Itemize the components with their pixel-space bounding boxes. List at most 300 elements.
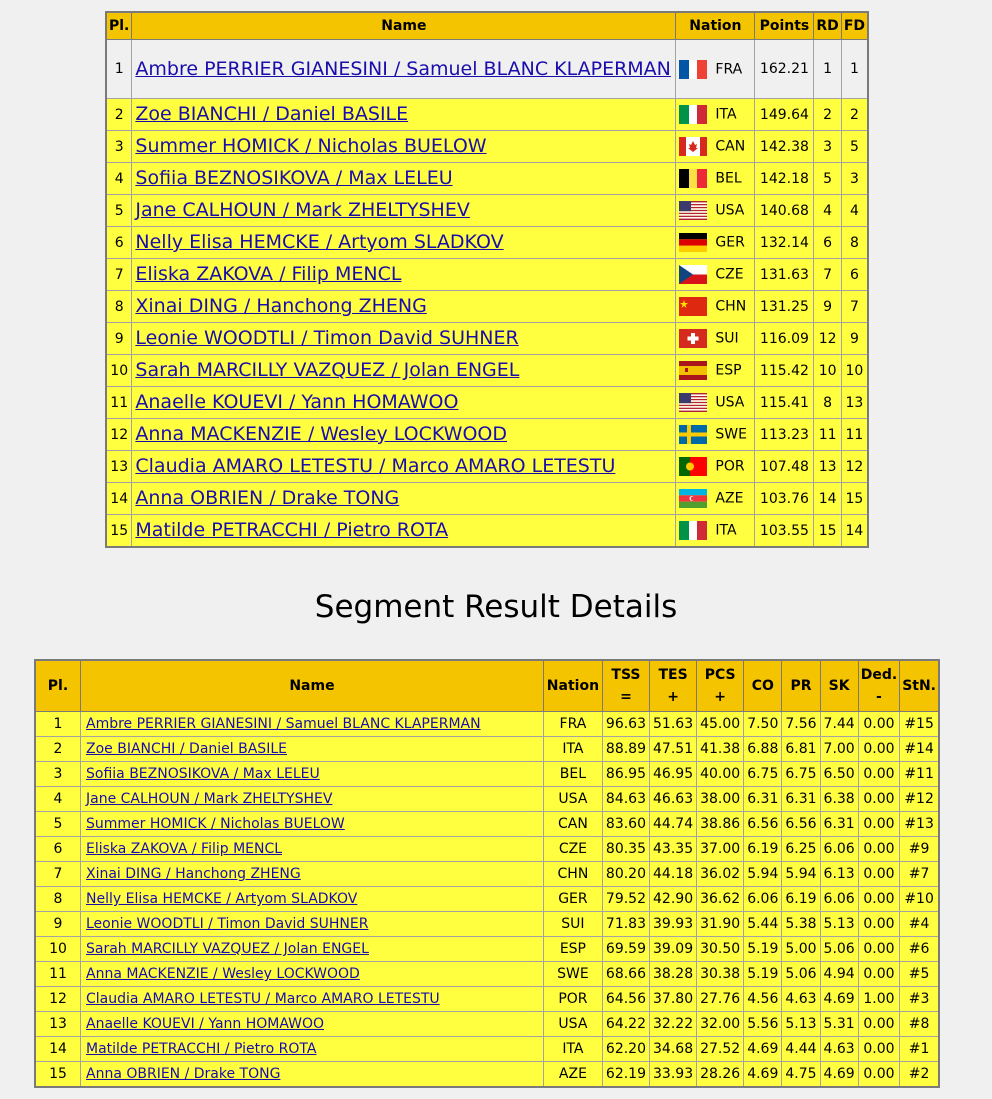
skater-cell bbox=[81, 712, 544, 737]
fd-place: 12 bbox=[841, 451, 868, 483]
esp-flag-icon bbox=[679, 361, 707, 380]
place: 1 bbox=[35, 712, 81, 737]
sk-value: 6.06 bbox=[820, 837, 858, 862]
tss-value: 88.89 bbox=[602, 737, 649, 762]
sk-value: 4.69 bbox=[820, 987, 858, 1012]
rd-place: 12 bbox=[814, 323, 841, 355]
skater-cell bbox=[132, 323, 676, 355]
skater-cell bbox=[81, 862, 544, 887]
sk-value: 7.00 bbox=[820, 737, 858, 762]
nation-code: SWE bbox=[543, 962, 602, 987]
header-sk: SK bbox=[820, 660, 858, 712]
pr-value: 6.19 bbox=[782, 887, 820, 912]
ded-value: 0.00 bbox=[858, 912, 899, 937]
rd-place: 10 bbox=[814, 355, 841, 387]
sui-flag-icon bbox=[679, 329, 707, 348]
points: 107.48 bbox=[755, 451, 814, 483]
co-value: 5.19 bbox=[744, 962, 782, 987]
ita-flag-icon bbox=[679, 105, 707, 124]
standings-row bbox=[106, 291, 868, 323]
tes-value: 37.80 bbox=[650, 987, 697, 1012]
nation-code: SUI bbox=[543, 912, 602, 937]
sk-value: 4.69 bbox=[820, 1062, 858, 1088]
place: 15 bbox=[35, 1062, 81, 1088]
page-title: Segment Result Details bbox=[314, 589, 678, 625]
skater-link[interactable]: Ambre PERRIER GIANESINI / Samuel BLANC KLAPERMAN bbox=[86, 716, 481, 732]
sk-value: 5.31 bbox=[820, 1012, 858, 1037]
pr-value: 6.81 bbox=[782, 737, 820, 762]
rd-place: 5 bbox=[814, 163, 841, 195]
fd-place: 7 bbox=[841, 291, 868, 323]
standings-row bbox=[106, 131, 868, 163]
nation-code: CAN bbox=[543, 812, 602, 837]
nation-code: AZE bbox=[543, 1062, 602, 1088]
skater-cell bbox=[132, 227, 676, 259]
skater-link[interactable]: Zoe BIANCHI / Daniel BASILE bbox=[86, 741, 287, 757]
pcs-value: 27.52 bbox=[697, 1037, 744, 1062]
skater-link[interactable]: Claudia AMARO LETESTU / Marco AMARO LETESTU bbox=[135, 455, 616, 477]
nation-code: ITA bbox=[715, 522, 737, 539]
co-value: 7.50 bbox=[744, 712, 782, 737]
skater-link[interactable]: Xinai DING / Hanchong ZHENG bbox=[135, 295, 427, 317]
skater-cell bbox=[81, 962, 544, 987]
fd-place: 3 bbox=[841, 163, 868, 195]
skater-cell bbox=[81, 762, 544, 787]
points: 142.38 bbox=[755, 131, 814, 163]
tss-value: 64.56 bbox=[602, 987, 649, 1012]
details-row bbox=[35, 812, 939, 837]
header-pcs-sub: + bbox=[714, 689, 727, 705]
place: 10 bbox=[106, 355, 132, 387]
nation-code: BEL bbox=[543, 762, 602, 787]
place: 1 bbox=[106, 40, 132, 99]
details-row bbox=[35, 1062, 939, 1088]
place: 6 bbox=[35, 837, 81, 862]
skater-link[interactable]: Anna MACKENZIE / Wesley LOCKWOOD bbox=[86, 966, 360, 982]
pcs-value: 38.00 bbox=[697, 787, 744, 812]
pcs-value: 31.90 bbox=[697, 912, 744, 937]
skater-link[interactable]: Anaelle KOUEVI / Yann HOMAWOO bbox=[135, 391, 459, 413]
header-fd: FD bbox=[841, 12, 868, 40]
pcs-value: 30.50 bbox=[697, 937, 744, 962]
fd-place: 4 bbox=[841, 195, 868, 227]
por-flag-icon bbox=[679, 457, 707, 476]
nation-code: AZE bbox=[715, 490, 744, 507]
details-row bbox=[35, 912, 939, 937]
nation-code: CHN bbox=[543, 862, 602, 887]
pr-value: 4.44 bbox=[782, 1037, 820, 1062]
skater-link[interactable]: Jane CALHOUN / Mark ZHELTYSHEV bbox=[135, 199, 470, 221]
skater-link[interactable]: Zoe BIANCHI / Daniel BASILE bbox=[135, 103, 409, 125]
pr-value: 4.75 bbox=[782, 1062, 820, 1088]
points: 113.23 bbox=[755, 419, 814, 451]
tss-value: 80.20 bbox=[602, 862, 649, 887]
standings-row bbox=[106, 163, 868, 195]
fra-flag-icon bbox=[679, 60, 707, 79]
skater-link[interactable]: Anaelle KOUEVI / Yann HOMAWOO bbox=[86, 1016, 325, 1032]
points: 140.68 bbox=[755, 195, 814, 227]
place: 14 bbox=[106, 483, 132, 515]
header-pcs bbox=[697, 660, 744, 712]
place: 13 bbox=[35, 1012, 81, 1037]
header-stn: StN. bbox=[900, 660, 939, 712]
ded-value: 0.00 bbox=[858, 737, 899, 762]
stn-value: #7 bbox=[900, 862, 939, 887]
skater-link[interactable]: Ambre PERRIER GIANESINI / Samuel BLANC KLAPERMAN bbox=[135, 57, 671, 80]
skater-link[interactable]: Sarah MARCILLY VAZQUEZ / Jolan ENGEL bbox=[86, 941, 369, 957]
skater-cell bbox=[81, 787, 544, 812]
standings-row bbox=[106, 451, 868, 483]
co-value: 6.06 bbox=[744, 887, 782, 912]
skater-link[interactable]: Sarah MARCILLY VAZQUEZ / Jolan ENGEL bbox=[135, 359, 520, 381]
pcs-value: 38.86 bbox=[697, 812, 744, 837]
rd-place: 8 bbox=[814, 387, 841, 419]
nation-code: USA bbox=[715, 202, 745, 219]
rd-place: 15 bbox=[814, 515, 841, 548]
standings-row bbox=[106, 99, 868, 131]
standings-row bbox=[106, 355, 868, 387]
tes-value: 39.93 bbox=[650, 912, 697, 937]
nation-code: USA bbox=[543, 1012, 602, 1037]
nation-code: POR bbox=[543, 987, 602, 1012]
points: 131.63 bbox=[755, 259, 814, 291]
bel-flag-icon bbox=[679, 169, 707, 188]
nation-code: GER bbox=[715, 234, 745, 251]
pcs-value: 36.02 bbox=[697, 862, 744, 887]
skater-link[interactable]: Eliska ZAKOVA / Filip MENCL bbox=[86, 841, 283, 857]
fd-place: 10 bbox=[841, 355, 868, 387]
sk-value: 4.63 bbox=[820, 1037, 858, 1062]
nation-code: SUI bbox=[715, 330, 739, 347]
pcs-value: 41.38 bbox=[697, 737, 744, 762]
nation-cell bbox=[676, 227, 755, 259]
pcs-value: 27.76 bbox=[697, 987, 744, 1012]
points: 103.55 bbox=[755, 515, 814, 548]
fd-place: 8 bbox=[841, 227, 868, 259]
nation-code: POR bbox=[715, 458, 745, 475]
tss-value: 84.63 bbox=[602, 787, 649, 812]
skater-link[interactable]: Matilde PETRACCHI / Pietro ROTA bbox=[135, 519, 449, 541]
co-value: 4.56 bbox=[744, 987, 782, 1012]
pcs-value: 28.26 bbox=[697, 1062, 744, 1088]
nation-cell bbox=[676, 387, 755, 419]
header-ded bbox=[858, 660, 899, 712]
fd-place: 11 bbox=[841, 419, 868, 451]
tes-value: 44.74 bbox=[650, 812, 697, 837]
header-name: Name bbox=[81, 660, 544, 712]
header-tss-label: TSS bbox=[611, 667, 641, 683]
pcs-value: 30.38 bbox=[697, 962, 744, 987]
place: 11 bbox=[35, 962, 81, 987]
nation-code: FRA bbox=[715, 61, 743, 77]
skater-cell bbox=[132, 259, 676, 291]
header-tes-sub: + bbox=[667, 689, 679, 705]
details-row bbox=[35, 712, 939, 737]
standings-row bbox=[106, 195, 868, 227]
skater-link[interactable]: Summer HOMICK / Nicholas BUELOW bbox=[86, 816, 345, 832]
skater-link[interactable]: Anna OBRIEN / Drake TONG bbox=[135, 487, 400, 509]
nation-cell bbox=[676, 163, 755, 195]
co-value: 4.69 bbox=[744, 1062, 782, 1088]
co-value: 4.69 bbox=[744, 1037, 782, 1062]
points: 131.25 bbox=[755, 291, 814, 323]
stn-value: #10 bbox=[900, 887, 939, 912]
nation-code: ITA bbox=[543, 1037, 602, 1062]
ita-flag-icon bbox=[679, 521, 707, 540]
place: 6 bbox=[106, 227, 132, 259]
ded-value: 0.00 bbox=[858, 962, 899, 987]
sk-value: 6.06 bbox=[820, 887, 858, 912]
place: 7 bbox=[106, 259, 132, 291]
tss-value: 79.52 bbox=[602, 887, 649, 912]
ded-value: 1.00 bbox=[858, 987, 899, 1012]
header-rd: RD bbox=[814, 12, 841, 40]
tes-value: 32.22 bbox=[650, 1012, 697, 1037]
can-flag-icon bbox=[679, 137, 707, 156]
skater-link[interactable]: Anna OBRIEN / Drake TONG bbox=[86, 1066, 281, 1082]
skater-cell bbox=[132, 515, 676, 548]
pr-value: 6.31 bbox=[782, 787, 820, 812]
fd-place: 1 bbox=[841, 40, 868, 99]
skater-cell bbox=[81, 1037, 544, 1062]
place: 12 bbox=[106, 419, 132, 451]
tss-value: 86.95 bbox=[602, 762, 649, 787]
points: 132.14 bbox=[755, 227, 814, 259]
tss-value: 69.59 bbox=[602, 937, 649, 962]
skater-link[interactable]: Leonie WOODTLI / Timon David SUHNER bbox=[135, 327, 519, 349]
stn-value: #15 bbox=[900, 712, 939, 737]
details-row bbox=[35, 1012, 939, 1037]
nation-code: FRA bbox=[543, 712, 602, 737]
fd-place: 5 bbox=[841, 131, 868, 163]
tes-value: 51.63 bbox=[650, 712, 697, 737]
sk-value: 5.13 bbox=[820, 912, 858, 937]
tss-value: 96.63 bbox=[602, 712, 649, 737]
header-nation: Nation bbox=[676, 12, 755, 40]
tes-value: 34.68 bbox=[650, 1037, 697, 1062]
place: 11 bbox=[106, 387, 132, 419]
stn-value: #4 bbox=[900, 912, 939, 937]
place: 5 bbox=[106, 195, 132, 227]
tss-value: 62.20 bbox=[602, 1037, 649, 1062]
skater-link[interactable]: Leonie WOODTLI / Timon David SUHNER bbox=[86, 916, 369, 932]
pr-value: 6.25 bbox=[782, 837, 820, 862]
skater-link[interactable]: Sofiia BEZNOSIKOVA / Max LELEU bbox=[86, 766, 320, 782]
co-value: 6.31 bbox=[744, 787, 782, 812]
ded-value: 0.00 bbox=[858, 1062, 899, 1088]
nation-cell bbox=[676, 515, 755, 548]
ded-value: 0.00 bbox=[858, 762, 899, 787]
stn-value: #6 bbox=[900, 937, 939, 962]
skater-cell bbox=[81, 1012, 544, 1037]
fd-place: 14 bbox=[841, 515, 868, 548]
points: 115.42 bbox=[755, 355, 814, 387]
place: 7 bbox=[35, 862, 81, 887]
stn-value: #11 bbox=[900, 762, 939, 787]
stn-value: #1 bbox=[900, 1037, 939, 1062]
place: 5 bbox=[35, 812, 81, 837]
skater-cell bbox=[81, 987, 544, 1012]
nation-cell bbox=[676, 291, 755, 323]
rd-place: 4 bbox=[814, 195, 841, 227]
pcs-value: 37.00 bbox=[697, 837, 744, 862]
standings-row bbox=[106, 259, 868, 291]
ded-value: 0.00 bbox=[858, 1012, 899, 1037]
skater-cell bbox=[132, 99, 676, 131]
nation-cell bbox=[676, 323, 755, 355]
header-tes bbox=[650, 660, 697, 712]
tes-value: 33.93 bbox=[650, 1062, 697, 1088]
details-row bbox=[35, 887, 939, 912]
tss-value: 71.83 bbox=[602, 912, 649, 937]
header-tss-sub: = bbox=[620, 689, 632, 705]
ded-value: 0.00 bbox=[858, 862, 899, 887]
usa-flag-icon bbox=[679, 393, 707, 412]
tes-value: 47.51 bbox=[650, 737, 697, 762]
tss-value: 68.66 bbox=[602, 962, 649, 987]
rd-place: 1 bbox=[814, 40, 841, 99]
header-tss bbox=[602, 660, 649, 712]
place: 14 bbox=[35, 1037, 81, 1062]
place: 3 bbox=[106, 131, 132, 163]
co-value: 6.88 bbox=[744, 737, 782, 762]
skater-link[interactable]: Nelly Elisa HEMCKE / Artyom SLADKOV bbox=[86, 891, 358, 907]
details-row bbox=[35, 787, 939, 812]
skater-link[interactable]: Sofiia BEZNOSIKOVA / Max LELEU bbox=[135, 167, 453, 189]
skater-cell bbox=[132, 451, 676, 483]
place: 9 bbox=[106, 323, 132, 355]
place: 8 bbox=[35, 887, 81, 912]
standings-row bbox=[106, 419, 868, 451]
points: 149.64 bbox=[755, 99, 814, 131]
rd-place: 11 bbox=[814, 419, 841, 451]
stn-value: #9 bbox=[900, 837, 939, 862]
standings-header-row bbox=[106, 12, 868, 40]
nation-code: USA bbox=[543, 787, 602, 812]
rd-place: 3 bbox=[814, 131, 841, 163]
place: 15 bbox=[106, 515, 132, 548]
points: 115.41 bbox=[755, 387, 814, 419]
place: 13 bbox=[106, 451, 132, 483]
nation-cell bbox=[676, 259, 755, 291]
co-value: 6.19 bbox=[744, 837, 782, 862]
rd-place: 2 bbox=[814, 99, 841, 131]
details-row bbox=[35, 837, 939, 862]
skater-link[interactable]: Nelly Elisa HEMCKE / Artyom SLADKOV bbox=[135, 231, 504, 253]
swe-flag-icon bbox=[679, 425, 707, 444]
ded-value: 0.00 bbox=[858, 937, 899, 962]
details-header-row bbox=[35, 660, 939, 712]
pr-value: 6.56 bbox=[782, 812, 820, 837]
header-ded-label: Ded. bbox=[860, 667, 898, 683]
header-nation: Nation bbox=[543, 660, 602, 712]
standings-row bbox=[106, 227, 868, 259]
skater-link[interactable]: Claudia AMARO LETESTU / Marco AMARO LETESTU bbox=[86, 991, 440, 1007]
sk-value: 6.38 bbox=[820, 787, 858, 812]
header-pl: Pl. bbox=[106, 12, 132, 40]
ded-value: 0.00 bbox=[858, 712, 899, 737]
details-row bbox=[35, 1037, 939, 1062]
skater-cell bbox=[132, 483, 676, 515]
nation-code: ESP bbox=[543, 937, 602, 962]
ded-value: 0.00 bbox=[858, 1037, 899, 1062]
standings-row bbox=[106, 387, 868, 419]
sk-value: 6.50 bbox=[820, 762, 858, 787]
skater-cell bbox=[81, 912, 544, 937]
header-co: CO bbox=[744, 660, 782, 712]
sk-value: 6.13 bbox=[820, 862, 858, 887]
skater-cell bbox=[81, 812, 544, 837]
header-points: Points bbox=[755, 12, 814, 40]
standings-table bbox=[105, 11, 869, 548]
cze-flag-icon bbox=[679, 265, 707, 284]
nation-code: CHN bbox=[715, 298, 747, 315]
skater-link[interactable]: Summer HOMICK / Nicholas BUELOW bbox=[135, 135, 487, 157]
nation-cell bbox=[676, 131, 755, 163]
skater-cell bbox=[132, 131, 676, 163]
stn-value: #8 bbox=[900, 1012, 939, 1037]
tes-value: 44.18 bbox=[650, 862, 697, 887]
ger-flag-icon bbox=[679, 233, 707, 252]
skater-cell bbox=[132, 387, 676, 419]
standings-row bbox=[106, 323, 868, 355]
place: 2 bbox=[106, 99, 132, 131]
skater-link[interactable]: Jane CALHOUN / Mark ZHELTYSHEV bbox=[86, 791, 333, 807]
skater-link[interactable]: Matilde PETRACCHI / Pietro ROTA bbox=[86, 1041, 317, 1057]
stn-value: #12 bbox=[900, 787, 939, 812]
stn-value: #14 bbox=[900, 737, 939, 762]
tes-value: 46.63 bbox=[650, 787, 697, 812]
nation-cell bbox=[676, 483, 755, 515]
pr-value: 5.13 bbox=[782, 1012, 820, 1037]
tes-value: 43.35 bbox=[650, 837, 697, 862]
nation-code: CAN bbox=[715, 138, 746, 155]
stn-value: #2 bbox=[900, 1062, 939, 1088]
ded-value: 0.00 bbox=[858, 812, 899, 837]
co-value: 5.19 bbox=[744, 937, 782, 962]
pcs-value: 32.00 bbox=[697, 1012, 744, 1037]
header-pr: PR bbox=[782, 660, 820, 712]
pr-value: 5.38 bbox=[782, 912, 820, 937]
nation-cell bbox=[676, 419, 755, 451]
tss-value: 83.60 bbox=[602, 812, 649, 837]
skater-cell bbox=[132, 419, 676, 451]
nation-code: SWE bbox=[715, 426, 747, 443]
header-ded-sub: - bbox=[876, 689, 882, 705]
skater-link[interactable]: Anna MACKENZIE / Wesley LOCKWOOD bbox=[135, 423, 508, 445]
co-value: 5.94 bbox=[744, 862, 782, 887]
tss-value: 62.19 bbox=[602, 1062, 649, 1088]
header-pl: Pl. bbox=[35, 660, 81, 712]
tes-value: 42.90 bbox=[650, 887, 697, 912]
header-tes-label: TES bbox=[658, 667, 688, 683]
place: 3 bbox=[35, 762, 81, 787]
details-row bbox=[35, 862, 939, 887]
nation-code: GER bbox=[543, 887, 602, 912]
skater-link[interactable]: Xinai DING / Hanchong ZHENG bbox=[86, 866, 301, 882]
skater-link[interactable]: Eliska ZAKOVA / Filip MENCL bbox=[135, 263, 402, 285]
tss-value: 80.35 bbox=[602, 837, 649, 862]
tss-value: 64.22 bbox=[602, 1012, 649, 1037]
place: 9 bbox=[35, 912, 81, 937]
rd-place: 6 bbox=[814, 227, 841, 259]
stn-value: #3 bbox=[900, 987, 939, 1012]
place: 10 bbox=[35, 937, 81, 962]
rd-place: 7 bbox=[814, 259, 841, 291]
place: 4 bbox=[35, 787, 81, 812]
pr-value: 7.56 bbox=[782, 712, 820, 737]
skater-cell bbox=[81, 837, 544, 862]
